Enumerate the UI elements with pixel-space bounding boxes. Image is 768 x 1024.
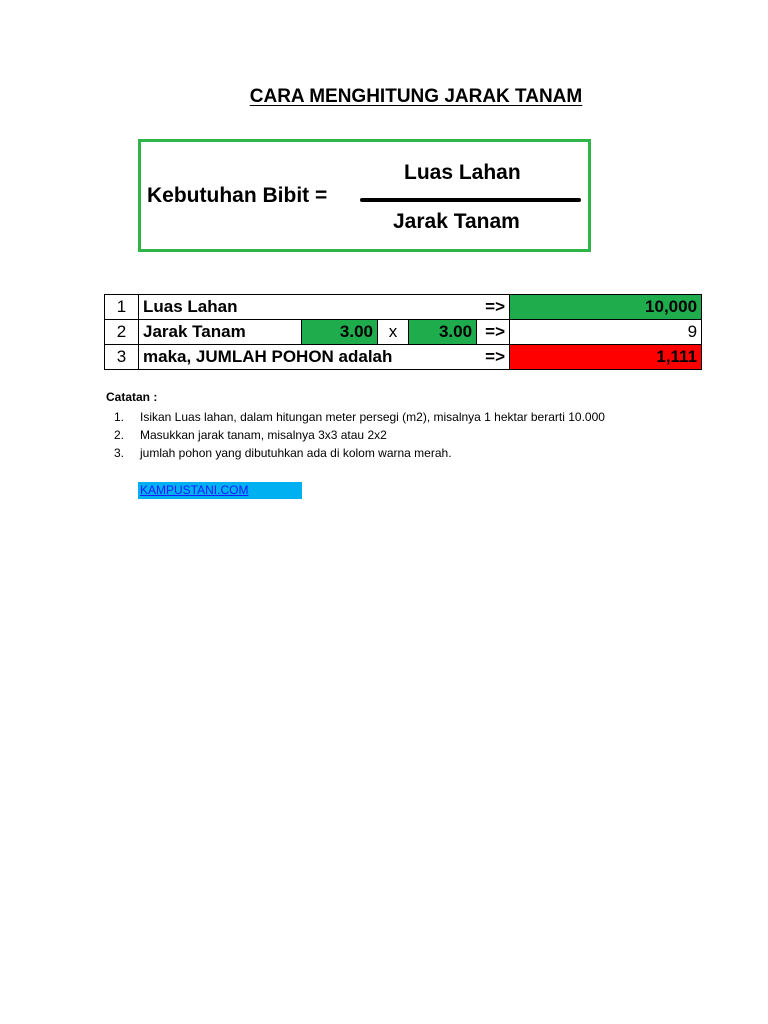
notes-list: [114, 408, 605, 462]
list-text: Isikan Luas lahan, dalam hitungan meter persegi (m2), misalnya 1 hektar berarti 10.000: [140, 410, 605, 424]
list-item: [114, 444, 605, 462]
times-sign: x: [378, 320, 409, 345]
table-row: [105, 295, 702, 320]
list-number: 2.: [114, 428, 125, 442]
kampustani-link[interactable]: KAMPUSTANI.COM: [140, 483, 249, 497]
luas-lahan-input[interactable]: 10,000: [510, 295, 702, 320]
arrow-cell: =>: [477, 345, 510, 370]
row-label: Jarak Tanam: [139, 320, 302, 345]
list-text: jumlah pohon yang dibutuhkan ada di kolom warna merah.: [140, 446, 452, 460]
formula-numerator: Luas Lahan: [404, 161, 521, 184]
formula-lhs: Kebutuhan Bibit =: [147, 184, 328, 207]
table-row: [105, 345, 702, 370]
notes-title: Catatan :: [106, 390, 158, 404]
page-title: CARA MENGHITUNG JARAK TANAM: [249, 86, 583, 107]
arrow-cell: =>: [477, 320, 510, 345]
tree-count-result: 1,111: [510, 345, 702, 370]
arrow-cell: =>: [477, 295, 510, 320]
list-number: 3.: [114, 446, 125, 460]
table-row: [105, 320, 702, 345]
formula-denominator: Jarak Tanam: [393, 210, 520, 233]
spacing-area-value: 9: [510, 320, 702, 345]
formula-box: [138, 139, 591, 252]
list-item: [114, 426, 605, 444]
calculation-table: [104, 294, 702, 370]
link-bar: [138, 482, 302, 499]
row-number: 3: [105, 345, 139, 370]
list-number: 1.: [114, 410, 125, 424]
row-number: 1: [105, 295, 139, 320]
list-item: [114, 408, 605, 426]
row-label: Luas Lahan: [139, 295, 477, 320]
fraction-bar: [360, 198, 581, 202]
list-text: Masukkan jarak tanam, misalnya 3x3 atau 2x2: [140, 428, 387, 442]
spacing-a-input[interactable]: 3.00: [302, 320, 378, 345]
row-number: 2: [105, 320, 139, 345]
spacing-b-input[interactable]: 3.00: [409, 320, 477, 345]
row-label: maka, JUMLAH POHON adalah: [139, 345, 477, 370]
